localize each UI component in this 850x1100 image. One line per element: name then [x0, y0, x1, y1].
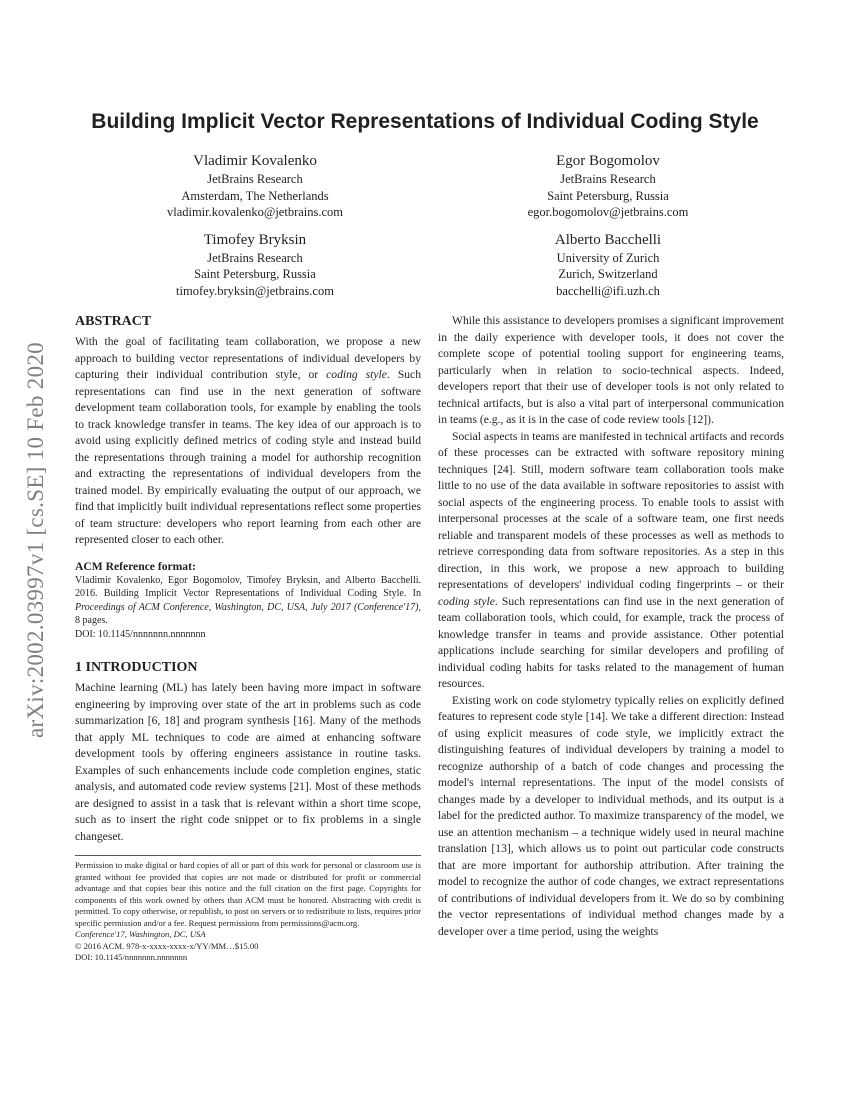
intro-emphasis: coding style: [438, 594, 495, 608]
author-affiliation: JetBrains Research: [560, 172, 656, 186]
author-location: Zurich, Switzerland: [558, 267, 658, 281]
author-location: Amsterdam, The Netherlands: [181, 188, 329, 203]
abstract-text-part: . Such representations can find use in the next generation of software development team collaboration tools, for example by enabling the tools to track knowledge transfer in teams. The key idea of our approach is to avoid using explicitly defined metrics of coding style and instead build the representations through training a model for authorship recognition and extracting the representations of individual developers from the trained model. By empirically evaluating the output of our approach, we find that implicitly built individual representations reflect some properties of team structure: developers who report learning from each other are represented closer to each other.: [75, 368, 421, 546]
copyright-info: © 2016 ACM. 978-x-xxxx-xxxx-x/YY/MM…$15.00: [75, 940, 259, 951]
author-block: [105, 231, 405, 300]
author-affiliation: JetBrains Research: [207, 250, 303, 265]
author-block: [458, 231, 758, 300]
abstract-emphasis: coding style: [326, 368, 387, 381]
abstract-text: [75, 334, 421, 549]
author-block: [105, 152, 405, 221]
acm-reference-heading: ACM Reference format:: [75, 559, 196, 573]
intro-paragraph: [438, 429, 784, 693]
paper-title: Building Implicit Vector Representations of Individual Coding Style: [91, 110, 759, 133]
right-column: [438, 313, 784, 940]
left-column: [75, 313, 421, 964]
abstract-text-part: With the goal of facilitating team collaboration, we propose a new approach to building vector representations of individual developers by capturing their individual contribution style, or: [75, 335, 421, 381]
acm-reference-part: Vladimir Kovalenko, Egor Bogomolov, Timofey Bryksin, and Alberto Bacchelli. 2016. Building Implicit Vector Representations of Individual Coding Style. In: [75, 574, 421, 599]
intro-paragraph: Machine learning (ML) has lately been having more impact in software engineering by improving over state of the art in problems such as code summarization [6, 18] and program synthesis [16]. Many of the methods that apply ML techniques to code are aimed at enhancing software development tools by offering engineers assistance in routine tasks. Examples of such enhancements include code completion engines, static analysis, and automated code review systems [21]. Most of these methods are designed to assist in a task that is relevant within a short time scope, such as to insert the right code snippet or to fix problems in a single changeset.: [75, 681, 421, 843]
intro-text-part: . Such representations can find use in the next generation of team collaboration tools, which could, for example, track the process of knowledge transfer in teams and provide assistance. Other potential applications include searching for similar developers and profiling of individual coding habits for tasks related to the management of human resources.: [438, 594, 784, 690]
author-affiliation: University of Zurich: [556, 250, 660, 265]
acm-reference-part: , 8 pages.: [75, 601, 421, 626]
author-list: [105, 152, 850, 299]
author-email: egor.bogomolov@jetbrains.com: [527, 205, 689, 219]
author-email: timofey.bryksin@jetbrains.com: [176, 283, 334, 298]
author-name: Alberto Bacchelli: [554, 231, 662, 248]
conference-info: Conference'17, Washington, DC, USA: [75, 929, 206, 939]
author-location: Saint Petersburg, Russia: [194, 267, 316, 281]
intro-paragraph: Existing work on code stylometry typically relies on explicitly defined features to represent code style [14]. We take a different direction: Instead of using explicit measures of code style, we implicitly extract the distinguishing features of individual developers by training a model to recognize authorship of a batch of code changes and processing the model's internal representations. The input of the model consists of changes made by a developer to individual methods, and its output is a label for the predicted author. To maximize transparency of the model, we use an attention mechanism – a technique widely used in neural machine translation [13], which allows us to point out particular code constructs that are more important for authorship attribution. After training the model to recognize the author of code changes, we extract representations of contributions of individual developers from it. We do so by combining the vector representations of individual method changes made by a developer over a time period, using the weights: [438, 693, 784, 938]
footnote-permission: [75, 855, 421, 964]
abstract-heading: ABSTRACT: [75, 314, 152, 329]
author-email: vladimir.kovalenko@jetbrains.com: [166, 205, 344, 219]
acm-reference-text: [75, 574, 421, 628]
acm-reference-doi: DOI: 10.1145/nnnnnnn.nnnnnnn: [75, 628, 206, 640]
author-name: Egor Bogomolov: [556, 153, 660, 169]
author-name: Vladimir Kovalenko: [193, 153, 317, 169]
footnote-doi: DOI: 10.1145/nnnnnnn.nnnnnnn: [75, 952, 188, 962]
intro-text-part: Social aspects in teams are manifested in technical artifacts and records of these processes can be extracted with software repository mining techniques [24]. Still, modern software team collaboration tools make little to no use of the data available in software repositories to assist with social aspects of the engineering process. To enable tools to assist with interpersonal processes at the scale of a software team, one first needs reliable and transparent models of these processes as well as methods to retrieve corresponding data from software repositories. As a step in this direction, in this work, we propose a new approach to building representations of developers' individual coding fingerprints – or their: [438, 429, 784, 591]
permission-text: Permission to make digital or hard copies of all or part of this work for personal or classroom use is granted without fee provided that copies are not made or distributed for profit or commercial advantage and that copies bear this notice and the full citation on the first page. Copyrights for components of this work owned by others than ACM must be honored. Abstracting with credit is permitted. To copy otherwise, or republish, to post on servers or to redistribute to lists, requires prior specific permission and/or a fee. Request permissions from permissions@acm.org.: [75, 860, 421, 928]
author-name: Timofey Bryksin: [203, 231, 307, 248]
arxiv-identifier: arXiv:2002.03997v1 [cs.SE] 10 Feb 2020: [23, 342, 48, 738]
author-email: bacchelli@ifi.uzh.ch: [556, 283, 660, 298]
author-block: [458, 152, 758, 221]
two-column-body: [75, 313, 850, 964]
introduction-heading: 1 INTRODUCTION: [75, 660, 198, 675]
author-location: Saint Petersburg, Russia: [547, 188, 669, 203]
author-affiliation: JetBrains Research: [207, 172, 303, 186]
acm-reference-venue: Proceedings of ACM Conference, Washington, DC, USA, July 2017 (Conference'17): [75, 601, 419, 613]
intro-paragraph: While this assistance to developers promises a significant improvement in the daily experience with developer tools, it does not cover the complete scope of potential tooling support for engineering teams, particularly when in relation to socio-technical aspects. Indeed, developers report that their use of developer tools is not only related to technical artifacts, but is also a vital part of interpersonal communication in teams (e.g., as it is in the case of code review tools [12]).: [438, 314, 784, 426]
